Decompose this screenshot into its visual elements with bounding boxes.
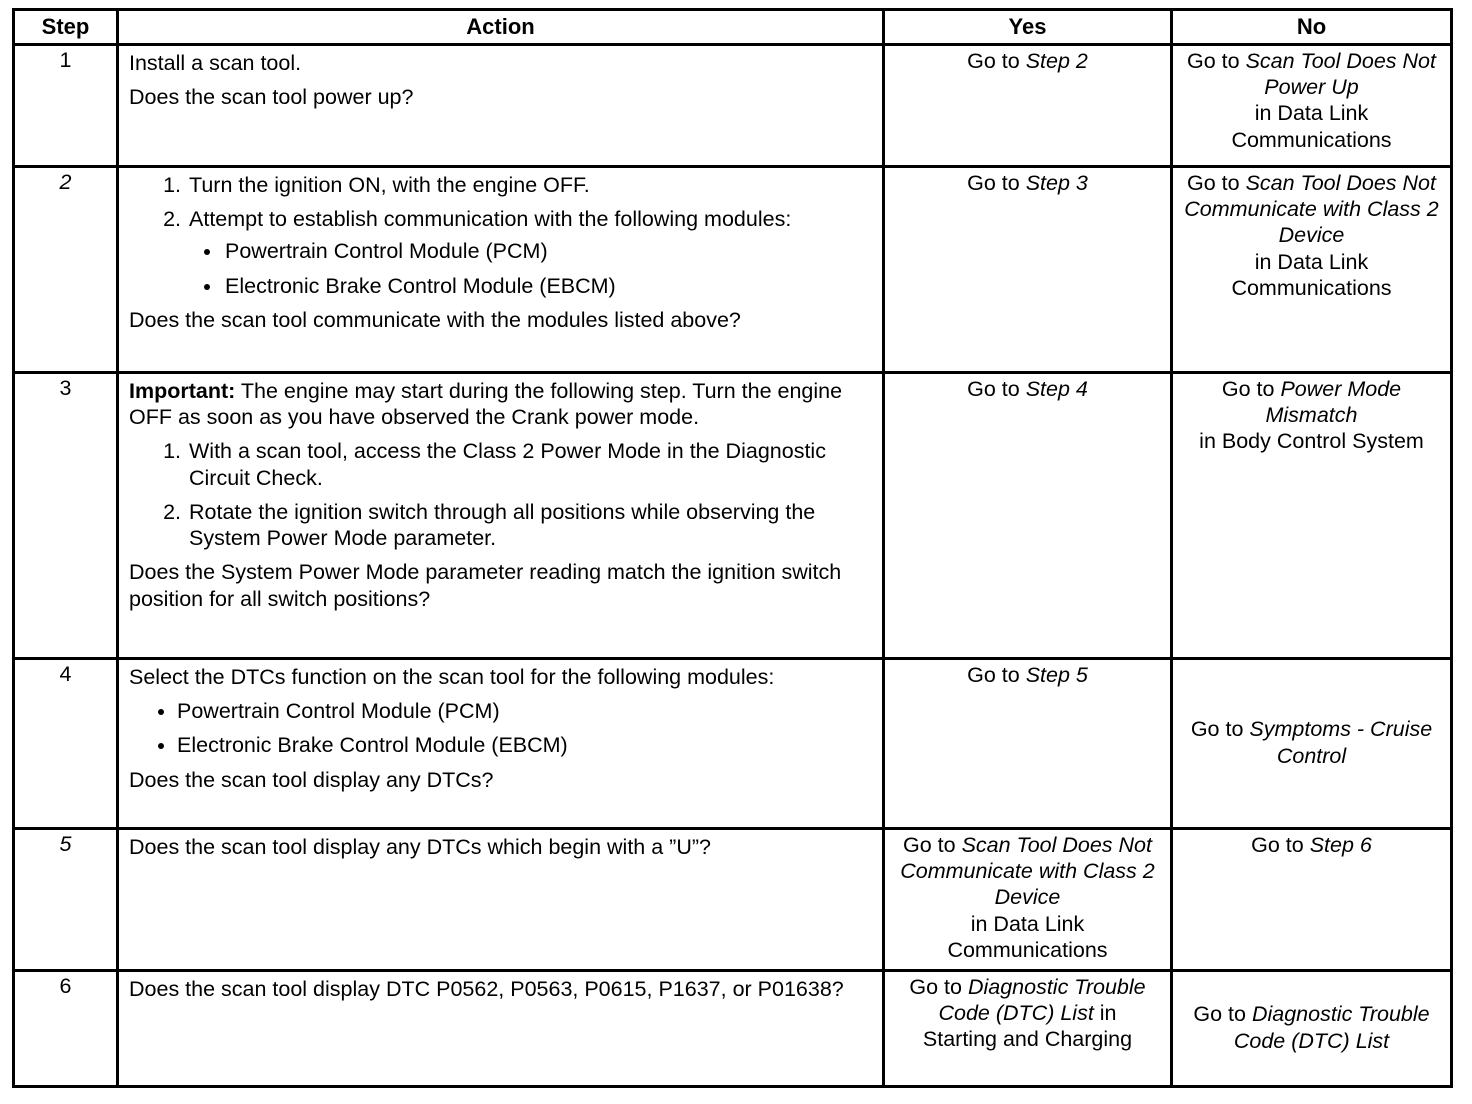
no-link[interactable]: Scan Tool Does Not Communicate with Class 2 Device (1184, 171, 1439, 248)
action-question: Does the scan tool communicate with the modules listed above? (129, 307, 741, 332)
table-row (14, 829, 1452, 971)
no-prefix: Go to (1190, 717, 1244, 742)
action-text: Install a scan tool. (129, 51, 302, 75)
module-list (189, 238, 872, 298)
no-location: in Data Link Communications (1231, 101, 1392, 152)
action-question: Does the scan tool display any DTCs? (129, 767, 494, 792)
no-prefix: Go to (1193, 1002, 1246, 1027)
step-number: 2 (14, 167, 118, 373)
step-number: 4 (14, 659, 118, 829)
no-link[interactable]: Diagnostic Trouble Code (DTC) List (1233, 1002, 1430, 1053)
step-number: 6 (14, 971, 118, 1087)
important-label: Important: (129, 379, 236, 403)
action-steps (129, 438, 872, 551)
important-note (129, 378, 872, 430)
table-row (14, 45, 1452, 167)
action-question: Does the System Power Mode parameter reading match the ignition switch position for all switch positions? (129, 560, 842, 611)
yes-link[interactable]: Step 2 (1025, 49, 1088, 73)
yes-cell (884, 829, 1172, 971)
no-prefix: Go to (1221, 377, 1275, 401)
yes-prefix: Go to (909, 975, 962, 999)
yes-cell (884, 659, 1172, 829)
action-question: Does the scan tool power up? (129, 85, 414, 110)
yes-location: Starting and Charging (922, 1027, 1133, 1052)
yes-prefix: Go to (967, 49, 1020, 73)
action-step: 1. With a scan tool, access the Class 2 Power Mode in the Diagnostic Circuit Check. (187, 438, 872, 490)
important-text: The engine may start during the following step. Turn the engine OFF as soon as you have observed the Crank power mode. (129, 379, 843, 430)
action-cell (118, 659, 884, 829)
table-row (14, 373, 1452, 659)
module-item: • Powertrain Control Module (PCM) (177, 698, 872, 724)
action-question: Does the scan tool display DTC P0562, P0563, P0615, P1637, or P01638? (129, 977, 844, 1001)
table-row (14, 167, 1452, 373)
action-cell (118, 971, 884, 1087)
action-cell (118, 45, 884, 167)
no-cell (1172, 659, 1452, 829)
yes-link[interactable]: Scan Tool Does Not Communicate with Class 2 Device (900, 833, 1155, 910)
step-number: 5 (14, 829, 118, 971)
no-prefix: Go to (1186, 171, 1240, 195)
yes-cell (884, 373, 1172, 659)
yes-prefix: Go to (967, 377, 1020, 401)
action-cell (118, 167, 884, 373)
yes-location-in: in (1099, 1001, 1117, 1026)
header-step: Step (14, 10, 118, 45)
yes-prefix: Go to (967, 663, 1020, 687)
table-row (14, 971, 1452, 1087)
action-steps (129, 172, 872, 299)
action-step: 2. Rotate the ignition switch through all positions while observing the System Power Mode parameter. (187, 499, 872, 551)
no-cell (1172, 45, 1452, 167)
yes-prefix: Go to (967, 171, 1020, 195)
header-row (14, 10, 1452, 45)
yes-link[interactable]: Diagnostic Trouble Code (DTC) List (938, 975, 1146, 1026)
yes-cell (884, 167, 1172, 373)
step-number: 1 (14, 45, 118, 167)
step-number: 3 (14, 373, 118, 659)
module-item: • Electronic Brake Control Module (EBCM) (177, 732, 872, 758)
module-item: • Powertrain Control Module (PCM) (223, 238, 872, 264)
yes-link[interactable]: Step 5 (1025, 663, 1088, 687)
yes-prefix: Go to (902, 833, 956, 857)
yes-link[interactable]: Step 3 (1025, 171, 1088, 195)
header-yes: Yes (884, 10, 1172, 45)
header-action: Action (118, 10, 884, 45)
no-cell (1172, 167, 1452, 373)
no-prefix: Go to (1251, 833, 1304, 857)
action-intro: Select the DTCs function on the scan tool for the following modules: (129, 665, 775, 689)
no-location: in Body Control System (1199, 429, 1424, 454)
no-cell (1172, 829, 1452, 971)
module-list (129, 698, 872, 758)
module-item: • Electronic Brake Control Module (EBCM) (223, 273, 872, 299)
no-link[interactable]: Scan Tool Does Not Power Up (1245, 49, 1436, 100)
diagnostic-table (12, 8, 1453, 1088)
no-cell (1172, 373, 1452, 659)
action-question: Does the scan tool display any DTCs which begin with a ”U”? (129, 835, 711, 859)
action-step (187, 206, 872, 299)
yes-cell (884, 971, 1172, 1087)
no-link[interactable]: Power Mode Mismatch (1265, 377, 1402, 428)
table-row (14, 659, 1452, 829)
header-no: No (1172, 10, 1452, 45)
no-cell (1172, 971, 1452, 1087)
yes-cell (884, 45, 1172, 167)
yes-location: in Data Link Communications (947, 911, 1108, 962)
no-location: in Data Link Communications (1231, 249, 1392, 300)
action-cell (118, 829, 884, 971)
action-cell (118, 373, 884, 659)
action-step: 1. Turn the ignition ON, with the engine OFF. (187, 172, 872, 198)
no-link[interactable]: Step 6 (1309, 833, 1372, 857)
action-step-text: Attempt to establish communication with the following modules: (189, 207, 792, 232)
no-link[interactable]: Symptoms - Cruise Control (1249, 717, 1433, 768)
yes-link[interactable]: Step 4 (1025, 377, 1088, 401)
no-prefix: Go to (1186, 49, 1240, 73)
